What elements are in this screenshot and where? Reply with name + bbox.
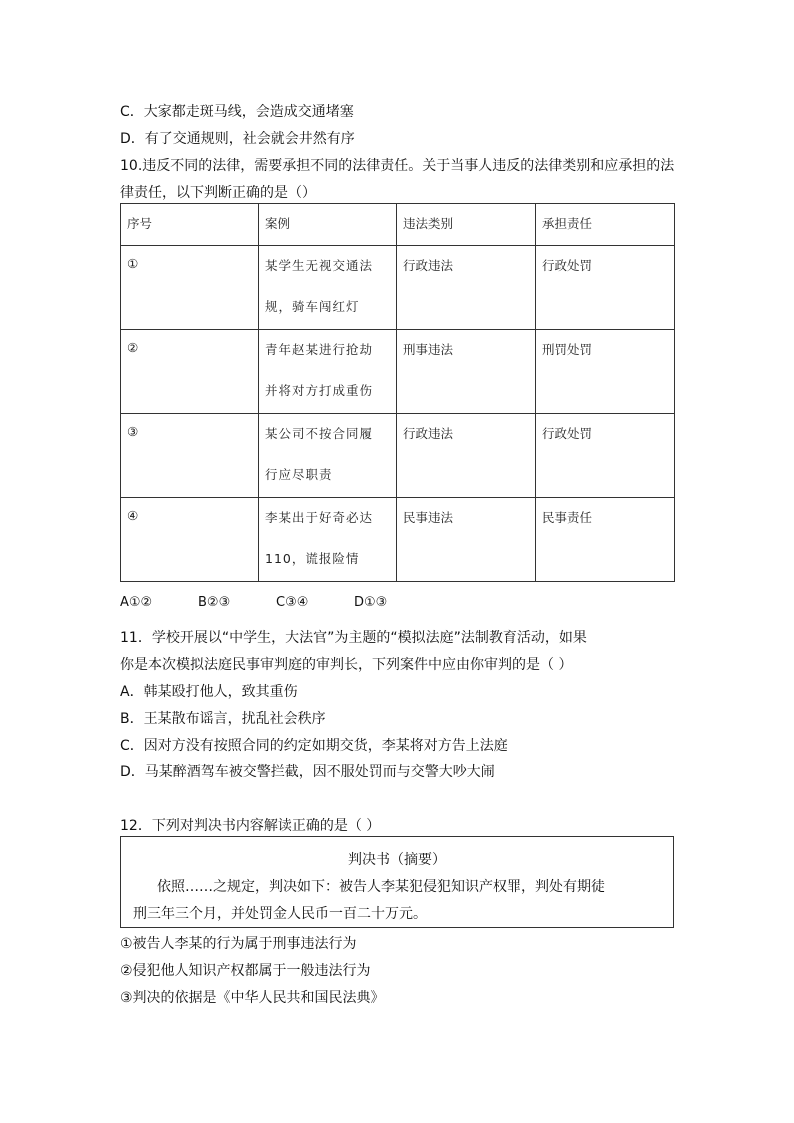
case-line: 某学生无视交通法: [265, 258, 374, 273]
q10-stem-line2: 律责任，以下判断正确的是（）: [120, 185, 316, 201]
case-line: 行应尽职责: [265, 467, 333, 482]
violation-type: 行政违法: [397, 246, 536, 330]
row-number: ①: [121, 246, 259, 330]
q10-stem-line1: 10.违反不同的法律，需要承担不同的法律责任。关于当事人违反的法律类别和应承担的法: [120, 158, 675, 174]
q11-stem-line1: 11．学校开展以“中学生，大法官”为主题的“模拟法庭”法制教育活动，如果: [120, 630, 587, 646]
q12-stem: 12．下列对判决书内容解读正确的是（ ）: [120, 818, 381, 834]
case-line: 110，谎报险情: [265, 551, 360, 566]
q10-option-a: A①②: [120, 595, 153, 610]
case-line: 规，骑车闯红灯: [265, 299, 360, 314]
judgment-summary-box: [120, 836, 674, 928]
case-cell: [259, 498, 397, 582]
q10-options: [120, 593, 432, 613]
row-number: ②: [121, 330, 259, 414]
liability: 行政处罚: [536, 246, 675, 330]
liability: 刑罚处罚: [536, 330, 675, 414]
case-cell: [259, 246, 397, 330]
violation-type: 民事违法: [397, 498, 536, 582]
case-line: 并将对方打成重伤: [265, 383, 374, 398]
row-number: ③: [121, 414, 259, 498]
q9-option-c: C．大家都走斑马线，会造成交通堵塞: [120, 104, 354, 120]
summary-title: 判决书（摘要）: [348, 852, 446, 868]
case-cell: [259, 414, 397, 498]
case-line: 某公司不按合同履: [265, 426, 374, 441]
q11-stem-line2: 你是本次模拟法庭民事审判庭的审判长，下列案件中应由你审判的是（ ）: [120, 657, 573, 673]
liability: 民事责任: [536, 498, 675, 582]
q10-table: [120, 203, 675, 582]
case-line: 青年赵某进行抢劫: [265, 342, 374, 357]
case-line: 李某出于好奇必达: [265, 510, 374, 525]
violation-type: 行政违法: [397, 414, 536, 498]
table-row: [121, 414, 675, 498]
q12-item-3: ③判决的依据是《中华人民共和国民法典》: [120, 990, 385, 1006]
violation-type: 刑事违法: [397, 330, 536, 414]
q9-option-d: D．有了交通规则，社会就会井然有序: [120, 131, 355, 147]
table-row: [121, 246, 675, 330]
summary-text-line1: 依照……之规定，判决如下：被告人李某犯侵犯知识产权罪，判处有期徒: [157, 879, 605, 895]
case-cell: [259, 330, 397, 414]
q10-option-d: D①③: [354, 595, 388, 610]
header-cell: 案例: [259, 204, 397, 246]
q10-option-c: C③④: [276, 595, 309, 610]
header-cell: 序号: [121, 204, 259, 246]
row-number: ④: [121, 498, 259, 582]
summary-text-line2: 刑三年三个月，并处罚金人民币一百二十万元。: [133, 906, 427, 922]
table-row: [121, 498, 675, 582]
table-header-row: [121, 204, 675, 246]
q11-option-a: A．韩某殴打他人，致其重伤: [120, 684, 298, 700]
table-row: [121, 330, 675, 414]
q12-item-2: ②侵犯他人知识产权都属于一般违法行为: [120, 963, 371, 979]
liability: 行政处罚: [536, 414, 675, 498]
q11-option-b: B．王某散布谣言，扰乱社会秩序: [120, 711, 326, 727]
q10-option-b: B②③: [198, 595, 231, 610]
q11-option-c: C．因对方没有按照合同的约定如期交货，李某将对方告上法庭: [120, 738, 508, 754]
q12-item-1: ①被告人李某的行为属于刑事违法行为: [120, 936, 357, 952]
header-cell: 违法类别: [397, 204, 536, 246]
header-cell: 承担责任: [536, 204, 675, 246]
q11-option-d: D．马某醉酒驾车被交警拦截，因不服处罚而与交警大吵大闹: [120, 764, 495, 780]
